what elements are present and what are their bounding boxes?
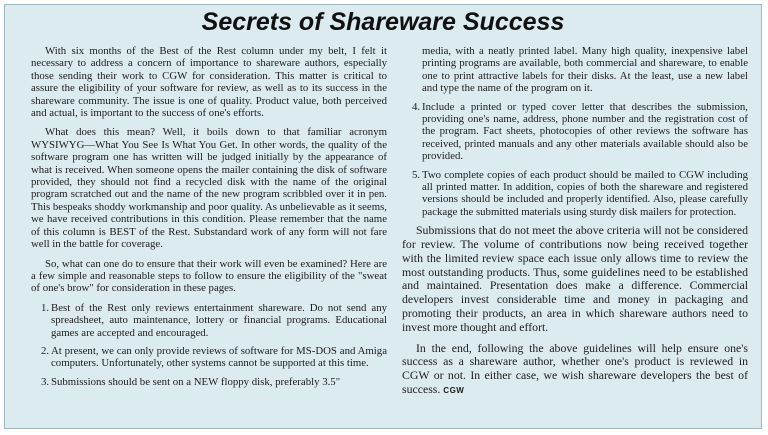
paragraph-intro: With six months of the Best of the Rest column under my belt, I felt it necessary to address a concern of importance to shareware authors, especially those sending their work to CGW for consideration. This matter is critical to assure the eligibility of your software for review, as well as to its success in the shareware community. The issue is one of quality. Product value, both perceived and actual, is important to the success of one's efforts.: [31, 45, 387, 120]
left-column: [31, 45, 387, 394]
list-item-number: 5.: [412, 168, 421, 181]
paragraph-criteria: Submissions that do not meet the above criteria will not be considered for review. The volume of contributions now being received together with the limited review space each issue only allows time to review the most outstanding products. Thus, some guidelines need to be established and maintained. Presentation does make a difference. Commercial developers invest considerable time and money in packaging and promoting their products, an area in which shareware authors need to invest more thought and effort.: [402, 223, 748, 334]
paragraph-conclusion: [402, 342, 748, 398]
article-title: Secrets of Shareware Success: [201, 8, 565, 36]
list-item: [402, 101, 748, 163]
paragraph-conclusion-text: In the end, following the above guidelines will help ensure one's success as a shareware author, whether one's product is reviewed in CGW or not. In either case, we wish shareware developers the best of success.: [402, 340, 748, 397]
list-item: [402, 169, 748, 219]
guideline-list: [31, 302, 387, 388]
list-item-number: 4.: [412, 100, 421, 113]
end-tag: CGW: [443, 386, 465, 396]
right-column: [402, 45, 748, 405]
list-item-number: 3.: [41, 375, 50, 388]
paragraph-steps-intro: So, what can one do to ensure that their work will even be examined? Here are a few simple and reasonable steps to follow to ensure the eligibility of the "sweat of one's brow" for consideration in these pages.: [31, 257, 387, 295]
article-panel: [4, 4, 762, 429]
list-item-number: 1.: [41, 301, 50, 314]
paragraph-wysiwyg: What does this mean? Well, it boils down to that familiar acronym WYSIWYG—What You See Is What You Get. In other words, the quality of the software program one has written will be judged initially by the appearance of what is received. When someone opens the mailer containing the disk of software provided, they should not find a recycled disk with the name of the original program scratched out and the name of the new program scribbled over it in pen. This bespeaks shoddy workmanship and poor quality. As unbelievable as it seems, we have received contributions in this condition. Please remember that the name of this column is BEST of the Rest. Substandard work of any form will not fare well in the battle for coverage.: [31, 126, 387, 251]
list-item-text: Two complete copies of each product should be mailed to CGW including all printed matter. In addition, copies of both the shareware and registered versions should be included and properly identified. Also, please carefully package the submitted materials using sturdy disk mailers for protection.: [422, 168, 748, 218]
list-item: [31, 345, 387, 370]
list-item-text: Best of the Rest only reviews entertainment shareware. Do not send any spreadsheet, auto maintenance, lottery or financial programs. Educational games are accepted and encouraged.: [51, 301, 387, 339]
guideline-list-continued: [402, 101, 748, 219]
list-item-text: Submissions should be sent on a NEW floppy disk, preferably 3.5": [51, 375, 341, 388]
list-item-text: At present, we can only provide reviews of software for MS-DOS and Amiga computers. Unfortunately, other systems cannot be supported at this time.: [51, 344, 387, 370]
list-item: [31, 302, 387, 339]
list-item-number: 2.: [41, 344, 50, 357]
list-item: [31, 376, 387, 388]
list-item-text: Include a printed or typed cover letter that describes the submission, providing one's name, address, phone number and the registration cost of the program. Fact sheets, photocopies of other reviews the software has received, printed manuals and any other materials available should also be provided.: [422, 100, 748, 163]
list-item-continuation: media, with a neatly printed label. Many high quality, inexpensive label printing programs are available, both commercial and shareware, to enable one to print attractive labels for their disks. At the least, use a new label and type the name of the program on it.: [422, 45, 748, 95]
